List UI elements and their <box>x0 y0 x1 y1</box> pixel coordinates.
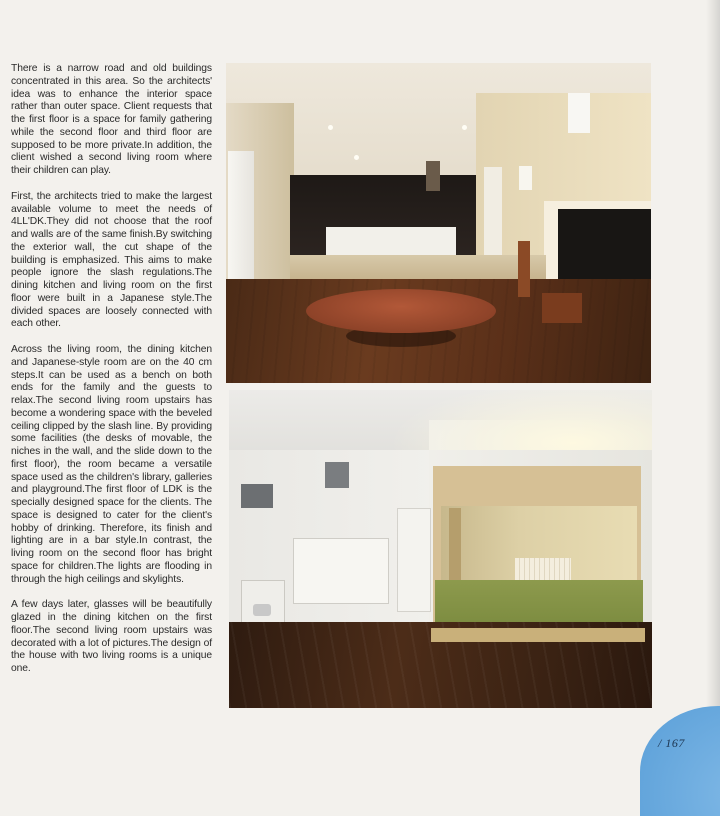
ceiling-light <box>328 125 333 130</box>
decor-object <box>253 604 271 616</box>
page-fold-shadow <box>706 0 720 762</box>
living-room-photo <box>226 63 651 383</box>
range-hood <box>426 161 440 191</box>
ceiling-light <box>462 125 467 130</box>
paragraph-2: First, the architects tried to make the largest available volume to meet the needs of 4LL'DK.They did not choose that the roof and walls are of the same finish.By switching the exterior wall, the cut shape of the building is emphasized. This aims to make people ignore the slash regulations.The dining kitchen and living room on the first floor were built in a Japanese style.The divided spaces are loosely connected with each other. <box>11 190 212 330</box>
indirect-light-glow <box>389 390 652 450</box>
side-box <box>542 293 582 323</box>
vertical-slot <box>449 508 461 586</box>
wall-niche <box>293 538 389 604</box>
japanese-room-photo <box>229 390 652 708</box>
ceiling-light <box>354 155 359 160</box>
article-text-column <box>11 63 212 689</box>
paragraph-1: There is a narrow road and old buildings concentrated in this area. So the architects' idea was to enhance the interior space rather than outer space. Client requests that the first floor is a space for family gathering while the second floor and third floor are supposed to be more private.In addition, the client wished a second living room where their children can play. <box>11 63 212 176</box>
speaker <box>518 241 530 297</box>
wall-niche <box>519 166 532 190</box>
wall-window <box>241 484 273 508</box>
door <box>397 508 431 612</box>
round-low-table <box>306 289 496 333</box>
door <box>484 167 502 263</box>
tatami-step <box>431 628 645 642</box>
high-window <box>325 462 349 488</box>
page-corner-badge <box>640 706 720 816</box>
paragraph-4: A few days later, glasses will be beautifully glazed in the dining kitchen on the first floor.The second living room upstairs was decorated with a lot of pictures.The design of the house with two living rooms is a unique one. <box>11 599 212 674</box>
paragraph-3: Across the living room, the dining kitchen and Japanese-style room are on the 40 cm steps.It can be used as a bench on both ends for the family and the guests to relax.The second living room upstairs has become a wondering space with the beveled ceiling clipped by the slash line. By providing some facilities (the desks of movable, the niches in the wall, and the slide down to the first floor), the room became a versatile space used as the children's library, galleries and playground.The first floor of LDK is the specially designed space for the clients. The space is designed to cater for the client's hobby of drinking. Therefore, its finish and lighting are in a bar style.In contrast, the living room on the second floor has bright space for children.The lights are flooding in through the high ceilings and skylights. <box>11 344 212 585</box>
page-number: / 167 <box>658 736 685 750</box>
skylight-window <box>568 93 590 133</box>
